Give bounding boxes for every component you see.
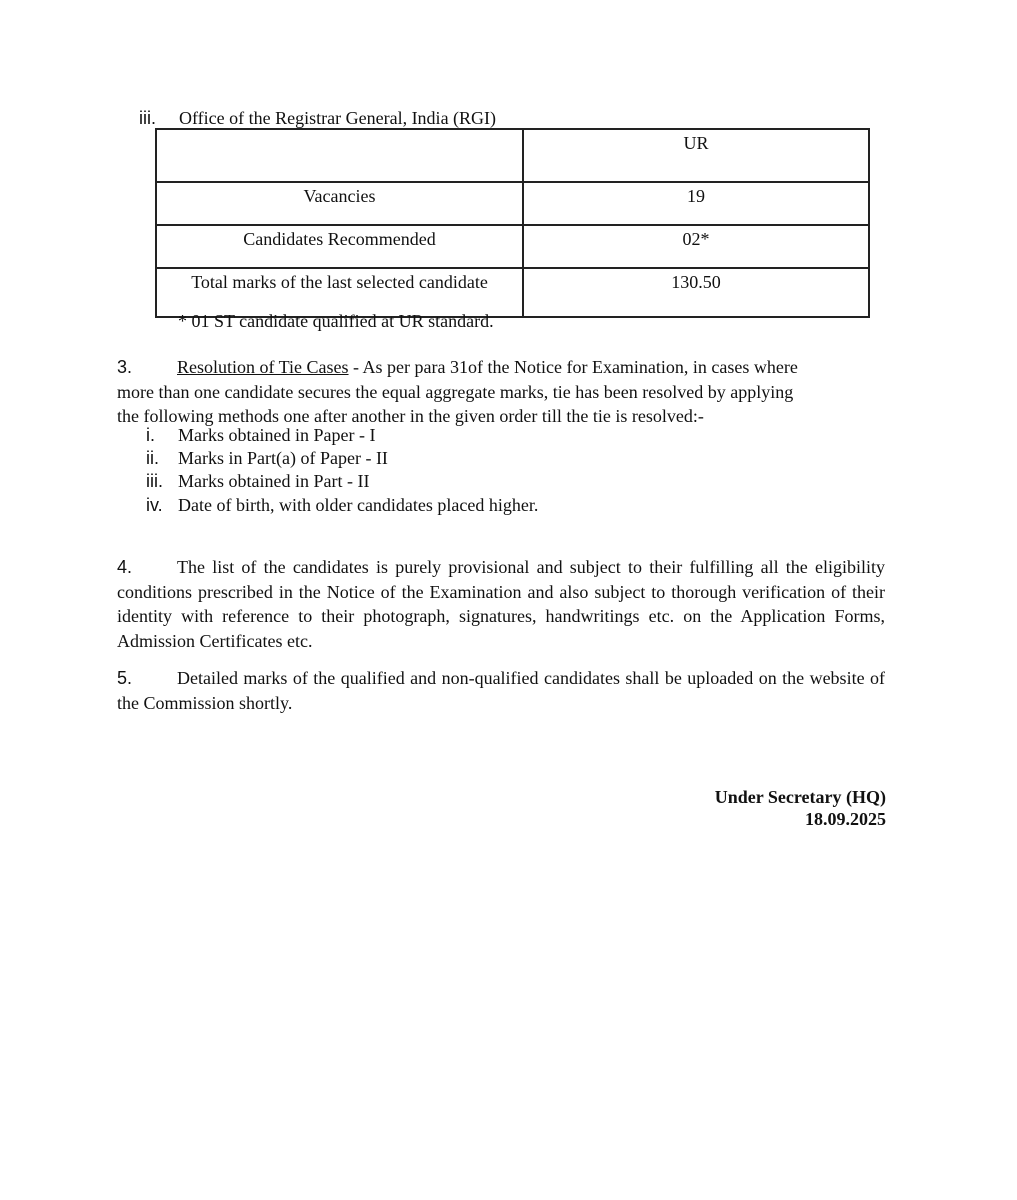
table-header-row: [156, 129, 869, 182]
list-item: [146, 447, 388, 469]
list-marker: ii.: [146, 448, 159, 468]
paragraph-4-text: The list of the candidates is purely provisional and subject to their fulfilling all the eligibility conditions prescribed in the Notice of the Examination and also subject to thorough verification of their identity with reference to their photograph, signatures, handwritings etc. on the Application Forms, Admission Certificates etc.: [117, 557, 885, 651]
paragraph-number: 3.: [117, 357, 133, 377]
list-text: Marks obtained in Paper - I: [178, 425, 376, 445]
list-item: [146, 424, 375, 446]
list-marker: iv.: [146, 495, 163, 515]
paragraph-3: [117, 355, 885, 429]
table-row: [156, 225, 869, 268]
table-row-value: 130.50: [523, 268, 869, 317]
paragraph-5-text: Detailed marks of the qualified and non-qualified candidates shall be uploaded on the website of the Commission shortly.: [117, 668, 885, 713]
list-item: [146, 470, 369, 492]
paragraph-5: [117, 666, 885, 715]
list-item: [146, 494, 538, 516]
list-marker: iii.: [146, 471, 163, 491]
section-heading: [139, 107, 496, 129]
list-text: Marks obtained in Part - II: [178, 471, 370, 491]
table-row-value: 02*: [523, 225, 869, 268]
table-header-cell: UR: [523, 129, 869, 182]
paragraph-3-line-1: [117, 355, 885, 380]
paragraph-number: 5.: [117, 668, 133, 688]
paragraph-4: [117, 555, 885, 653]
table-header-cell: [156, 129, 523, 182]
table-row-label: Total marks of the last selected candidate: [156, 268, 523, 317]
paragraph-3-line-2: more than one candidate secures the equal aggregate marks, tie has been resolved by applying: [117, 381, 794, 402]
table-row-label: Vacancies: [156, 182, 523, 225]
table-row-label: Candidates Recommended: [156, 225, 523, 268]
signature-date: 18.09.2025: [805, 809, 886, 829]
rgi-vacancy-table: [155, 128, 870, 318]
table-row-value: 19: [523, 182, 869, 225]
table-row: [156, 182, 869, 225]
list-marker: i.: [146, 425, 155, 445]
signatory-designation: Under Secretary (HQ): [714, 787, 886, 807]
paragraph-3-line-3: the following methods one after another in the given order till the tie is resolved:-: [117, 406, 704, 426]
list-text: Date of birth, with older candidates placed higher.: [178, 495, 539, 515]
table-footnote: * 01 ST candidate qualified at UR standard.: [178, 311, 494, 331]
paragraph-3-intro: - As per para 31of the Notice for Examination, in cases where: [348, 357, 798, 377]
paragraph-number: 4.: [117, 557, 133, 577]
section-title: Office of the Registrar General, India (RGI): [179, 108, 497, 128]
section-marker: iii.: [139, 108, 156, 128]
paragraph-3-title: Resolution of Tie Cases: [177, 357, 349, 377]
list-text: Marks in Part(a) of Paper - II: [178, 448, 388, 468]
